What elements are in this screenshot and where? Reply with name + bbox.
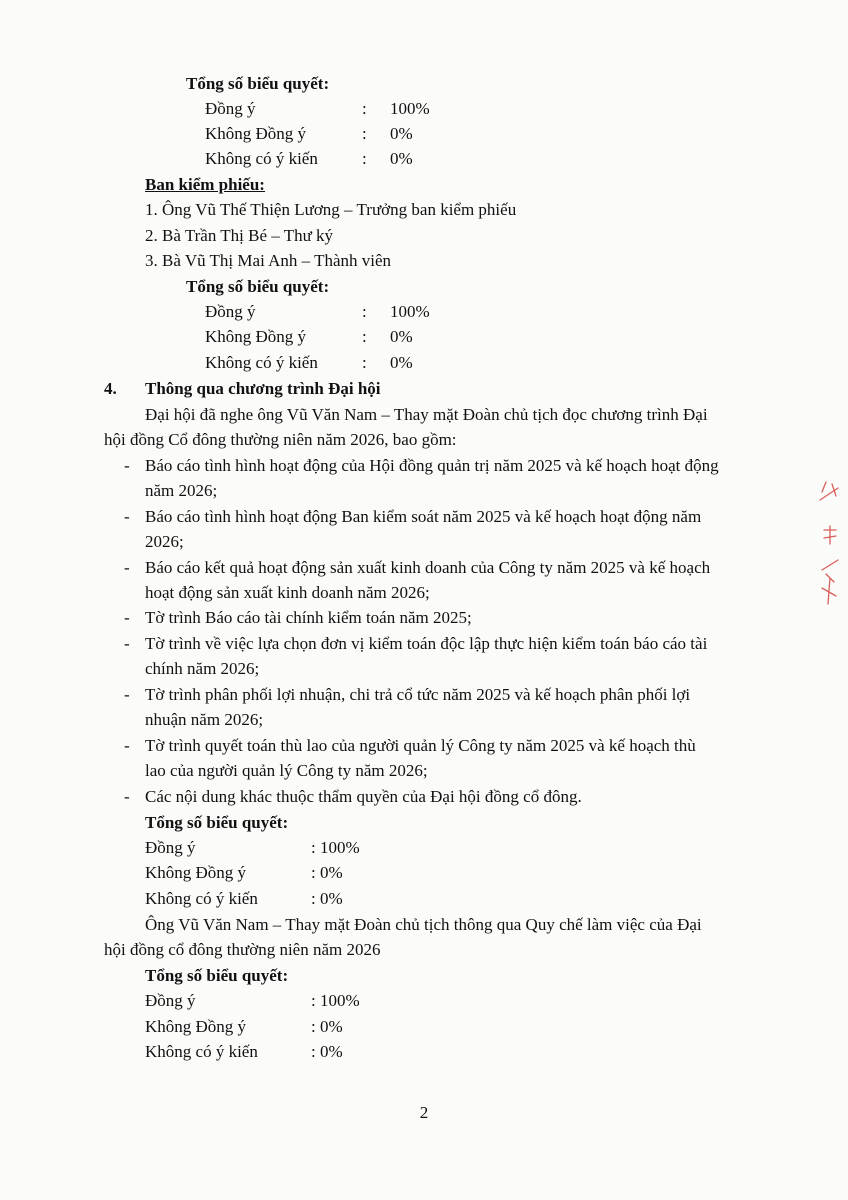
- bullet-dash: -: [124, 456, 130, 475]
- vote-heading-1: Tổng số biểu quyết:: [186, 74, 330, 93]
- committee-member: 1. Ông Vũ Thế Thiện Lương – Trưởng ban kiểm phiếu: [145, 200, 517, 219]
- bullet-item: Báo cáo kết quả hoạt động sản xuất kinh doanh của Công ty năm 2025 và kế hoạch: [145, 558, 711, 577]
- rules-paragraph-line: Ông Vũ Văn Nam – Thay mặt Đoàn chủ tịch thông qua Quy chế làm việc của Đại: [145, 915, 702, 934]
- stamp-fragment-icon: [812, 478, 846, 608]
- bullet-item-cont: nhuận năm 2026;: [145, 710, 264, 729]
- bullet-item-cont: năm 2026;: [145, 481, 218, 500]
- bullet-item: Báo cáo tình hình hoạt động Ban kiểm soát năm 2025 và kế hoạch hoạt động năm: [145, 507, 702, 526]
- bullet-dash: -: [124, 608, 130, 627]
- ballot-committee-heading: Ban kiểm phiếu:: [145, 175, 265, 194]
- bullet-item-cont: chính năm 2026;: [145, 659, 260, 678]
- bullet-item-cont: lao của người quản lý Công ty năm 2026;: [145, 761, 428, 780]
- bullet-dash: -: [124, 685, 130, 704]
- bullet-item: Tờ trình về việc lựa chọn đơn vị kiểm toán độc lập thực hiện kiểm toán báo cáo tài: [145, 634, 708, 653]
- bullet-item: Báo cáo tình hình hoạt động của Hội đồng quản trị năm 2025 và kế hoạch hoạt động: [145, 456, 719, 475]
- bullet-dash: -: [124, 634, 130, 653]
- section-number: 4.: [104, 379, 117, 398]
- bullet-item-cont: hoạt động sản xuất kinh doanh năm 2026;: [145, 583, 430, 602]
- bullet-dash: -: [124, 507, 130, 526]
- bullet-dash: -: [124, 558, 130, 577]
- section-title: Thông qua chương trình Đại hội: [145, 379, 381, 398]
- bullet-item: Tờ trình quyết toán thù lao của người quản lý Công ty năm 2025 và kế hoạch thù: [145, 736, 696, 755]
- bullet-item-cont: 2026;: [145, 532, 184, 551]
- vote-heading-3: Tổng số biểu quyết:: [145, 813, 289, 832]
- bullet-item: Tờ trình Báo cáo tài chính kiểm toán năm 2025;: [145, 608, 472, 627]
- page-number: 2: [419, 1103, 429, 1122]
- committee-member: 3. Bà Vũ Thị Mai Anh – Thành viên: [145, 251, 392, 270]
- bullet-dash: -: [124, 736, 130, 755]
- rules-paragraph-line: hội đồng cổ đông thường niên năm 2026: [104, 940, 381, 959]
- bullet-item: Tờ trình phân phối lợi nhuận, chi trả cổ tức năm 2025 và kế hoạch phân phối lợi: [145, 685, 691, 704]
- vote-heading-2: Tổng số biểu quyết:: [186, 277, 330, 296]
- vote-heading-4: Tổng số biểu quyết:: [145, 966, 289, 985]
- bullet-dash: -: [124, 787, 130, 806]
- intro-line: Đại hội đã nghe ông Vũ Văn Nam – Thay mặt Đoàn chủ tịch đọc chương trình Đại: [145, 405, 708, 424]
- bullet-item: Các nội dung khác thuộc thẩm quyền của Đại hội đồng cổ đông.: [145, 787, 582, 806]
- intro-line: hội đồng Cổ đông thường niên năm 2026, bao gồm:: [104, 430, 457, 449]
- committee-member: 2. Bà Trần Thị Bé – Thư ký: [145, 226, 334, 245]
